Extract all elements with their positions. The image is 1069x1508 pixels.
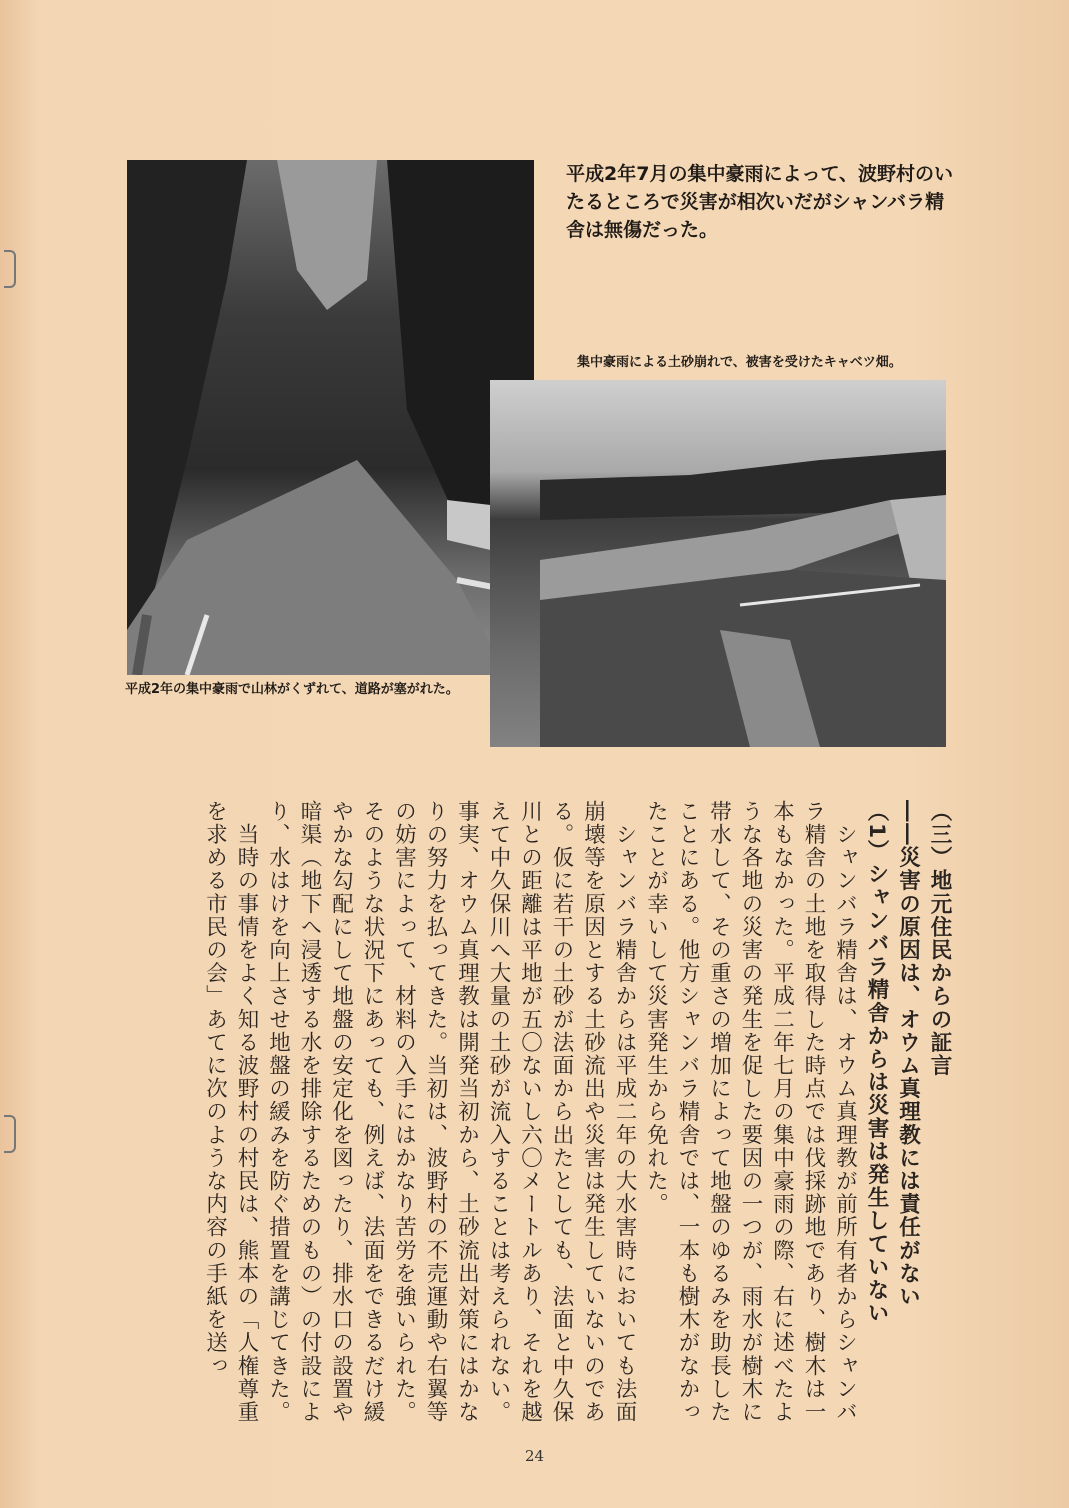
paragraph: シャンバラ精舎は、オウム真理教が前所有者からシャンバラ精舎の土地を取得した時点では伐採跡地であり、樹木は一本もなかった。平成二年七月の集中豪雨の際、右に述べたような各地の災害の発生を促した要因の一つが、雨水が樹木に帯水して、その重さの増加によって地盤のゆるみを助長したことにある。他方シャンバラ精舎では、一本も樹木がなかったことが幸いして災害発生から免れた。	[643, 800, 858, 1424]
staple-mark	[4, 1115, 16, 1153]
caption-road-blocked: 平成2年の集中豪雨で山林がくずれて、道路が塞がれた。	[125, 682, 459, 697]
staple-mark	[4, 250, 16, 288]
section-subheading: ――災害の原因は、オウム真理教には責任がない	[895, 800, 921, 1309]
body-text	[105, 800, 955, 1430]
caption-cabbage-field: 集中豪雨による土砂崩れで、被害を受けたキャベツ畑。	[577, 355, 902, 370]
photo-landslide-road	[127, 160, 534, 675]
page-number: 24	[524, 1447, 545, 1465]
paragraph: シャンバラ精舎からは平成二年の大水害時においても法面崩壊等を原因とする土砂流出や災害は発生していないのである。仮に若干の土砂が法面から出たとしても、法面と中久保川との距離は平地が五〇ないし六〇メートルあり、それを越えて中久保川へ大量の土砂が流入することは考えられない。事実、オウム真理教は開発当初から、土砂流出対策にはかなりの努力を払ってきた。当初は、波野村の不売運動や右翼等の妨害によって、材料の入手にはかなり苦労を強いられた。そのような状況下にあっても、例えば、法面をできるだけ緩やかな勾配にして地盤の安定化を図ったり、排水口の設置や暗渠（地下へ浸透する水を排除するためのもの）の付設により、水はけを向上させ地盤の緩みを防ぐ措置を講じてきた。	[265, 800, 637, 1424]
photo-cabbage-field	[490, 380, 946, 747]
subsection-heading: （1）シャンバラ精舎からは災害は発生していない	[864, 800, 889, 1325]
caption-heavy-rain-summary: 平成2年7月の集中豪雨によって、波野村のいたるところで災害が相次いだがシャンバラ精舎は無傷だった。	[566, 163, 954, 241]
section-heading: （三）地元住民からの証言	[927, 800, 952, 1078]
paragraph: 当時の事情をよく知る波野村の村民は、熊本の「人権尊重を求める市民の会」あてに次のような内容の手紙を送っ	[202, 800, 259, 1424]
